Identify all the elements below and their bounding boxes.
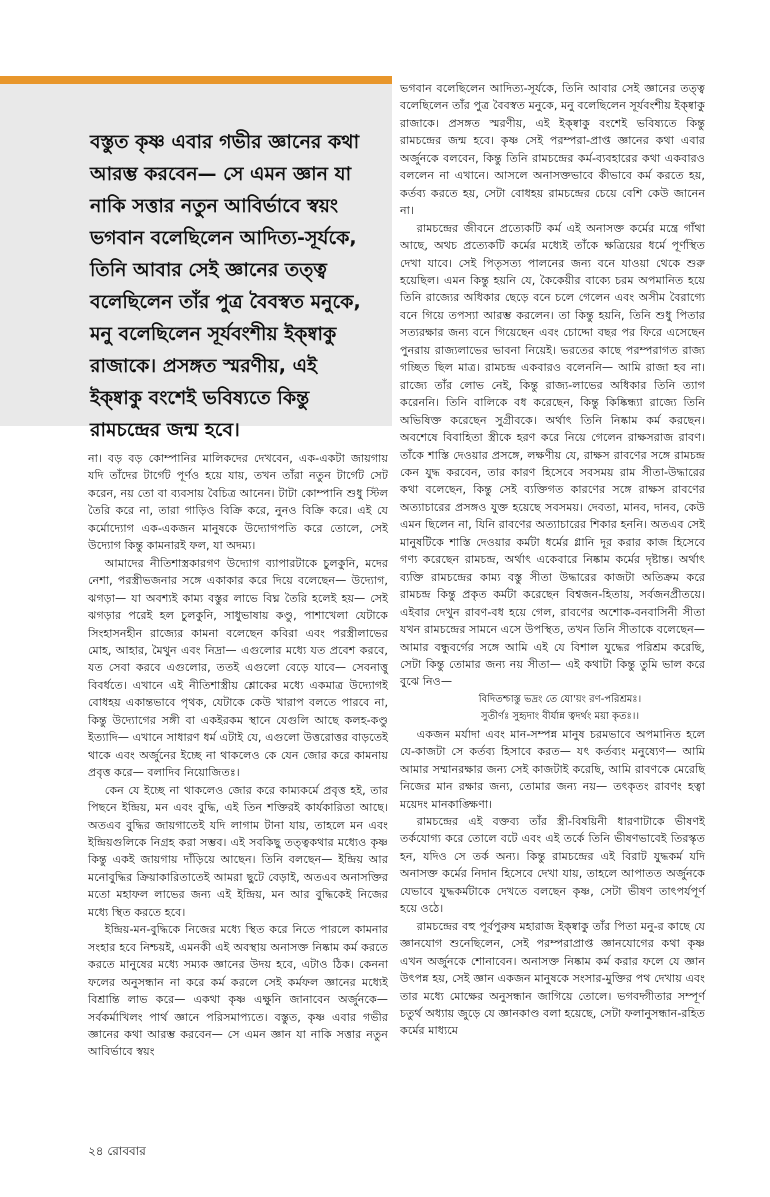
paragraph: না। বড় বড় কোম্পানির মালিকদের দেখবেন, এক-একটা জায়গায় যদি তাঁদের টার্গেট পূর্ণও হয়ে যায়, তখন তাঁরা নতুন টার্গেট সেট করেন, নয় তো বা ব্যবসায় বৈচিত্র আনেন। টাটা কোম্পানি শুধু স্টিল তৈরি করে না, তারা গাড়িও বিক্রি করে, নুনও বিক্রি করে। এই যে কর্মোদ্যোগ এক-একজন মানুষকে উদ্যোগপতি করে তোলে, সেই উদ্যোগ কিন্তু কামনারই ফল, যা অদম্য। (88, 452, 388, 553)
verse-line: বিদিতশ্চাস্তু ভদ্রং তে যো'য়ং রণ-পরিশ্রমঃ। (478, 693, 642, 705)
paragraph: ইন্দ্রিয়-মন-বুদ্ধিকে নিজের মধ্যে স্থিত করে নিতে পারলে কামনার সংহার হবে নিশ্চয়ই, এমনকী এই অবস্থায় অনাসক্ত নিষ্কাম কর্ম করতে করতে মানুষের মধ্যে সম্যক জ্ঞানের উদয় হবে, এটাও ঠিক। কেননা ফলের অনুসন্ধান না করে কর্ম করলে সেই কর্মফল জ্ঞানের মধ্যেই বিশ্রান্তি লাভ করে— একথা কৃষ্ণ এক্ষুনি জানাবেন অর্জুনকে— সর্বকর্মাখিলং পার্থ জ্ঞানে পরিসমাপ্যতে। বস্তুত, কৃষ্ণ এবার গভীর জ্ঞানের কথা আরম্ভ করবেন— সে এমন জ্ঞান যা নাকি সত্তার নতুন আবির্ভাবে স্বয়ং (88, 923, 388, 1059)
left-column (88, 450, 388, 1061)
pullquote-accent-bar (0, 76, 392, 84)
pullquote-text: বস্তুত কৃষ্ণ এবার গভীর জ্ঞানের কথা আরম্ভ করবেন— সে এমন জ্ঞান যা নাকি সত্তার নতুন আবির্ভাবে স্বয়ং ভগবান বলেছিলেন আদিত্য-সূর্যকে, তিনি আবার সেই জ্ঞানের তত্ত্ব বলেছিলেন তাঁর পুত্র বৈবস্বত মনুকে, মনু বলেছিলেন সূর্যবংশীয় ইক্ষ্বাকু রাজাকে। প্রসঙ্গত স্মরণীয়, এই ইক্ষ্বাকু বংশেই ভবিষ্যতে কিন্তু রামচন্দ্রের জন্ম হবে। (90, 131, 361, 441)
verse-line: সুতীর্ণঃ সুহৃদাং বীর্যান্ন ত্বদর্থং ময়া কৃতঃ।। (480, 711, 640, 723)
paragraph: কেন যে ইচ্ছে না থাকলেও জোর করে কাম্যকর্মে প্রবৃত্ত হই, তার পিছনে ইন্দ্রিয়, মন এবং বুদ্ধি, এই তিন শক্তিরই কার্যকারিতা আছে। অতএব বুদ্ধির জায়গাতেই যদি লাগাম টানা যায়, তাহলে মন এবং ইন্দ্রিয়গুলিকে নিগ্রহ করা সম্ভব। এই সবকিছু তত্ত্বকথার মধ্যেও কৃষ্ণ কিন্তু একই জায়গায় দাঁড়িয়ে আছেন। তিনি বলছেন— ইন্দ্রিয় আর মনোবুদ্ধির ক্রিয়াকারিতাতেই আমরা ছুটে বেড়াই, অতএব অনাসক্তির মতো মহাফল লাভের জন্য এই ইন্দ্রিয়, মন আর বুদ্ধিকেই নিজের মধ্যে স্থিত করতে হবে। (88, 783, 388, 919)
paragraph: একজন মর্যাদা এবং মান-সম্পন্ন মানুষ চরমভাবে অপমানিত হলে যে-কাজটা সে কর্তব্য হিসাবে করত— যৎ কর্তব্যং মনুষ্যেণ— আমি আমার সম্মানরক্ষার জন্য সেই কাজটাই করেছি, আমি রাবণকে মেরেছি নিজের মান রক্ষার জন্য, তোমার জন্য নয়— তৎকৃতং রাবণং হত্বা ময়েদং মানকাঙ্ক্ষিণা। (400, 727, 705, 811)
right-column (400, 80, 705, 1040)
paragraph: রামচন্দ্রের বহু পূর্বপুরুষ মহারাজ ইক্ষ্বাকু তাঁর পিতা মনু-র কাছে যে জ্ঞানযোগ শুনেছিলেন, সেই পরম্পরাপ্রাপ্ত জ্ঞানযোগের কথা কৃষ্ণ এখন অর্জুনকে শোনাবেন। অনাসক্ত নিষ্কাম কর্ম করার ফলে যে জ্ঞান উৎপন্ন হয়, সেই জ্ঞান একজন মানুষকে সংসার-মুক্তির পথ দেখায় এবং তার মধ্যে মোক্ষের অনুসন্ধান জাগিয়ে তোলে। ভগবদ্গীতার সম্পূর্ণ চতুর্থ অধ্যায় জুড়ে যে জ্ঞানকাণ্ড বলা হয়েছে, সেটা ফলানুসন্ধান-রহিত কর্মের মাধ্যমে (400, 919, 705, 1038)
paragraph: ভগবান বলেছিলেন আদিত্য-সূর্যকে, তিনি আবার সেই জ্ঞানের তত্ত্ব বলেছিলেন তাঁর পুত্র বৈবস্বত মনুকে, মনু বলেছিলেন সূর্যবংশীয় ইক্ষ্বাকু রাজাকে। প্রসঙ্গত স্মরণীয়, এই ইক্ষ্বাকু বংশেই ভবিষ্যতে কিন্তু রামচন্দ্রের জন্ম হবে। কৃষ্ণ সেই পরম্পরা-প্রাপ্ত জ্ঞানের কথা এবার অর্জুনকে বলবেন, কিন্তু তিনি রামচন্দ্রের কর্ম-ব্যবহারের কথা একবারও বললেন না এখানে। আসলে অনাসক্তভাবে কীভাবে কর্ম করতে হয়, কর্তব্য করতে হয়, সেটা বোধহয় রামচন্দ্রের চেয়ে বেশি কেউ জানেন না। (400, 82, 705, 218)
pullquote-box (0, 76, 392, 441)
paragraph: রামচন্দ্রের এই বক্তব্য তাঁর স্ত্রী-বিষয়িনী ধারণাটাকে ভীষণই তর্কযোগ্য করে তোলে বটে এবং এই তর্কে তিনি ভীষণভাবেই তিরস্কৃত হন, যদিও সে তর্ক অন্য। কিন্তু রামচন্দ্রের এই বিরাট যুদ্ধকর্ম যদি অনাসক্ত কর্মের নিদান হিসেবে দেখা যায়, তাহলে আপাতত অর্জুনকে যেভাবে যুদ্ধকর্মটাকে দেখতে বলছেন কৃষ্ণ, সেটা ভীষণ তাৎপর্যপূর্ণ হয়ে ওঠে। (400, 815, 705, 916)
paragraph: আমাদের নীতিশাস্ত্রকারগণ উদ্যোগ ব্যাপারটাকে চুলকুনি, মদের নেশা, পরস্ত্রীভজনার সঙ্গে একাকার করে দিয়ে বলেছেন— উদ্যোগ, ঝগড়া— যা অবশ্যই কাম্য বস্তুর লাভে বিঘ্ন তৈরি হলেই হয়— সেই ঝগড়ার পরেই হল চুলকুনি, সাধুভাষায় কণ্ডু, পাশাখেলা যেটাকে সিংহাসনহীন রাজ্যের কামনা বলেছেন কবিরা এবং পরস্ত্রীলাভের মোহ, আহার, মৈথুন এবং নিদ্রা— এগুলোর মধ্যে যত প্রবেশ করবে, যত সেবা করবে এগুলোর, ততই এগুলো বেড়ে যাবে— সেবনাত্তু বিবর্ধতে। এখানে এই নীতিশাস্ত্রীয় শ্লোকের মধ্যে একমাত্র উদ্যোগই বোধহয় একান্তভাবে পৃথক, যেটাকে কেউ খারাপ বলতে পারবে না, কিন্তু উদ্যোগের সঙ্গী বা একইরকম স্থানে যেগুলি আছে কলহ-কণ্ডু ইত্যাদি— এখানে সাধারণ ধর্ম এটাই যে, এগুলো উত্তরোত্তর বাড়তেই থাকে এবং অর্জুনের ইচ্ছে না থাকলেও কে যেন জোর করে কামনায় প্রবৃত্ত করে— বলাদিব নিয়োজিতঃ। (88, 556, 388, 780)
paragraph: রামচন্দ্রের জীবনে প্রত্যেকটি কর্ম এই অনাসক্ত কর্মের মন্ত্রে গাঁথা আছে, অথচ প্রত্যেকটি কর্মের মধ্যেই তাঁকে ক্ষত্রিয়ের ধর্মে পূর্ণস্থিত দেখা যাবে। সেই পিতৃসত্য পালনের জন্য বনে যাওয়া থেকে শুরু হয়েছিল। এমন কিন্তু হয়নি যে, কৈকেয়ীর বাক্যে চরম অপমানিত হয়ে তিনি রাজ্যের অধিকার ছেড়ে বনে চলে গেলেন এবং অসীম বৈরাগ্যে বনে গিয়ে তপস্যা আরম্ভ করলেন। তা কিন্তু হয়নি, তিনি শুধু পিতার সত্যরক্ষার জন্য বনে গিয়েছেন এবং চোদ্দো বছর পর ফিরে এসেছেন পুনরায় রাজ্যলাভের ভাবনা নিয়েই। ভরতের কাছে পরম্পরাগত রাজ্য গচ্ছিত ছিল মাত্র। রামচন্দ্র একবারও বলেননি— আমি রাজা হব না। রাজ্যে তাঁর লোভ নেই, কিন্তু রাজ্য-লাভের অধিকার তিনি ত্যাগ করেননি। তিনি বালিকে বধ করেছেন, কিন্তু কিষ্কিন্ধ্যা রাজ্যে তিনি অভিষিক্ত করেছেন সুগ্রীবকে। অর্থাৎ তিনি নিষ্কাম কর্ম করছেন। অবশেষে বিবাহিতা স্ত্রীকে হরণ করে নিয়ে গেলেন রাক্ষসরাজ রাবণ। তাঁকে শাস্তি দেওয়ার প্রসঙ্গে, লক্ষণীয় যে, রাক্ষস রাবণের সঙ্গে রামচন্দ্র কেন যুদ্ধ করবেন, তার কারণ হিসেবে সবসময় রাম সীতা-উদ্ধারের কথা বলেছেন, কিন্তু সেই ব্যক্তিগত কারণের সঙ্গে রাক্ষস রাবণের অত্যাচারের প্রসঙ্গও যুক্ত হয়েছে সবসময়। দেবতা, মানব, দানব, কেউ এমন ছিলেন না, যিনি রাবণের অত্যাচারের শিকার হননি। অতএব সেই মানুষটিকে শাস্তি দেওয়ার কর্মটা ধর্মের গ্লানি দূর করার কাজ হিসেবে গণ্য করেছেন রামচন্দ্র, অর্থাৎ একেবারে নিষ্কাম কর্মের দৃষ্টান্ত। অর্থাৎ ব্যক্তি রামচন্দ্রের কাম্য বস্তু সীতা উদ্ধারের কাজটা অতিক্রম করে রামচন্দ্র কিন্তু প্রকৃত কর্মটা করেছেন বিশ্বজন-হিতায়, সর্বজনপ্রীতয়ে। এইবার দেখুন রাবণ-বধ হয়ে গেল, রাবণের অশোক-বনবাসিনী সীতা যখন রামচন্দ্রের সামনে এসে উপস্থিত, তখন তিনি সীতাকে বলেছেন— আমার বন্ধুবর্গের সঙ্গে আমি এই যে বিশাল যুদ্ধের পরিশ্রম করেছি, সেটা কিন্তু তোমার জন্য নয় সীতা— এই কথাটা কিন্তু তুমি ভাল করে বুঝে নিও— (400, 221, 705, 689)
page-footer: ২৪ রোববার (88, 1144, 146, 1158)
